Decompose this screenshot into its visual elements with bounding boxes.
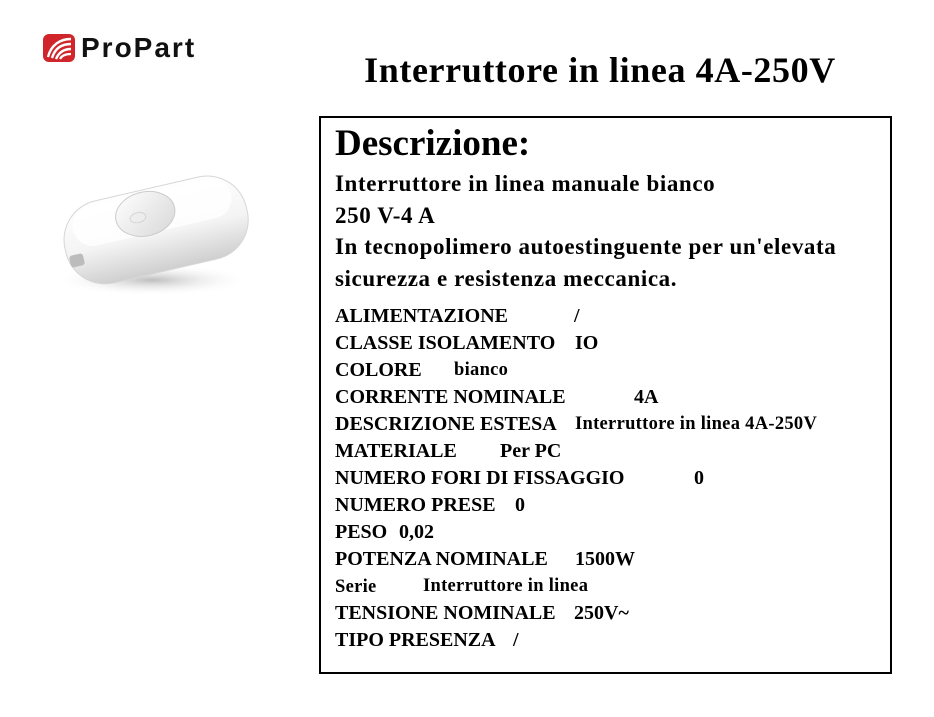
spec-row-colore (335, 357, 885, 384)
spec-label: NUMERO FORI DI FISSAGGIO (335, 467, 625, 489)
spec-label: ALIMENTAZIONE (335, 305, 508, 327)
spec-row-potenza-nominale (335, 546, 885, 573)
spec-value: / (513, 629, 519, 651)
inline-switch-image (40, 140, 270, 310)
spec-row-peso (335, 519, 885, 546)
spec-row-numero-prese (335, 492, 885, 519)
spec-row-serie (335, 573, 885, 600)
spec-label: COLORE (335, 359, 422, 381)
spec-value: 0 (694, 467, 704, 489)
spec-value: Per PC (500, 440, 562, 462)
spec-label: DESCRIZIONE ESTESA (335, 413, 557, 435)
spec-list (335, 303, 885, 654)
spec-label: TENSIONE NOMINALE (335, 602, 556, 624)
spec-label: NUMERO PRESE (335, 494, 496, 516)
spec-value: bianco (454, 360, 509, 380)
spec-row-corrente-nominale (335, 384, 885, 411)
spec-label: POTENZA NOMINALE (335, 548, 548, 570)
spec-row-descrizione-estesa (335, 411, 885, 438)
propart-logo-icon (42, 33, 76, 63)
description-line: 250 V-4 A (335, 202, 436, 228)
description-line: Interruttore in linea manuale bianco (335, 171, 716, 196)
spec-row-alimentazione (335, 303, 885, 330)
spec-value: 0 (515, 494, 525, 516)
spec-label: CLASSE ISOLAMENTO (335, 332, 556, 354)
page-title: Interruttore in linea 4A-250V (364, 50, 836, 90)
brand-name: ProPart (81, 32, 197, 63)
spec-value: / (574, 305, 580, 327)
spec-label: TIPO PRESENZA (335, 629, 496, 651)
spec-value: 1500W (575, 548, 635, 570)
brand-logo (42, 32, 196, 64)
spec-row-classe-isolamento (335, 330, 885, 357)
description-box (319, 116, 892, 674)
description-text (335, 168, 836, 294)
description-line: sicurezza e resistenza meccanica. (335, 265, 678, 291)
spec-row-numero-fori (335, 465, 885, 492)
spec-label: MATERIALE (335, 440, 457, 462)
spec-value: Interruttore in linea 4A-250V (575, 414, 818, 434)
spec-label: Serie (335, 577, 377, 597)
spec-value: 0,02 (399, 521, 434, 543)
spec-row-materiale (335, 438, 885, 465)
spec-label: PESO (335, 521, 388, 543)
spec-value: IO (575, 332, 599, 354)
spec-value: 250V~ (574, 602, 629, 624)
spec-label: CORRENTE NOMINALE (335, 386, 566, 408)
spec-value: Interruttore in linea (423, 576, 589, 596)
spec-value: 4A (634, 386, 659, 408)
spec-row-tensione-nominale (335, 600, 885, 627)
spec-row-tipo-presenza (335, 627, 885, 654)
description-line: In tecnopolimero autoestinguente per un'elevata (335, 234, 837, 259)
description-heading: Descrizione: (335, 123, 531, 164)
